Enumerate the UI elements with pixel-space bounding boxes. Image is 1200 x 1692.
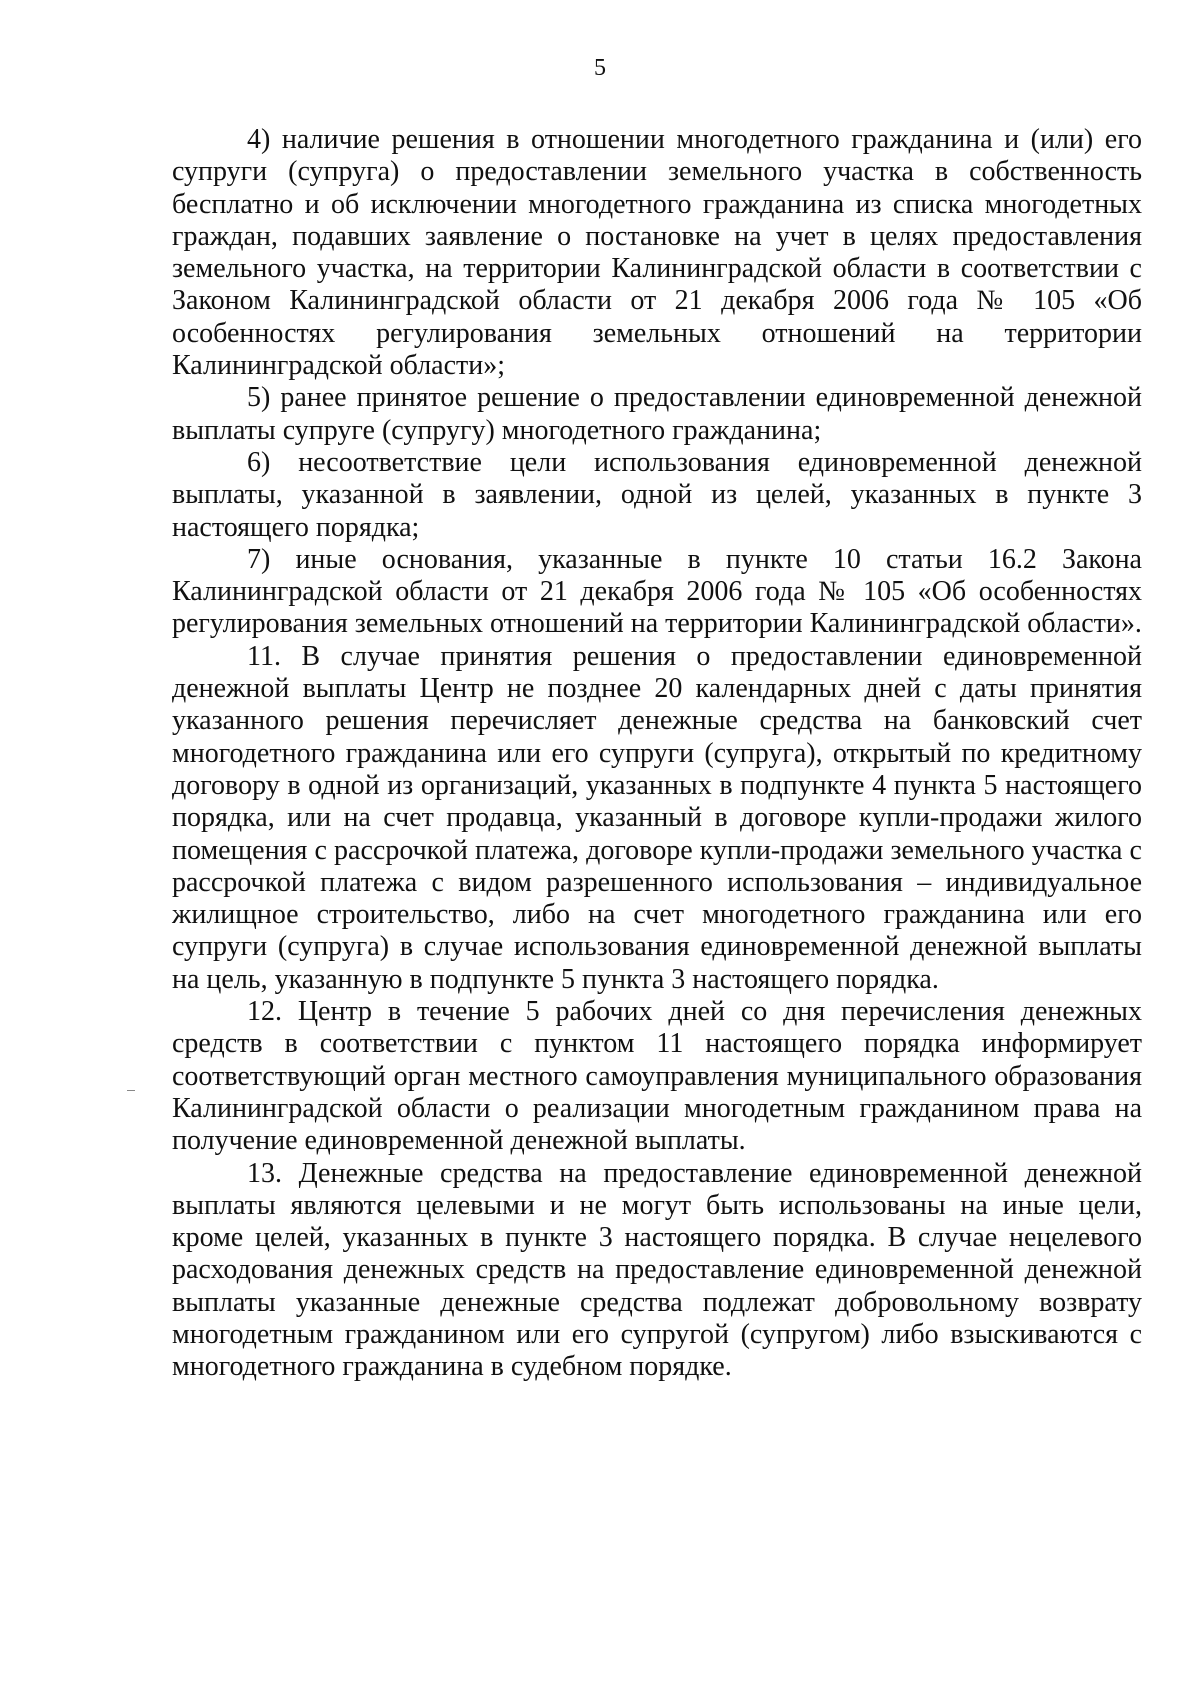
margin-scan-mark [127,1090,135,1091]
paragraph-item-5: 5) ранее принятое решение о предоставлении единовременной денежной выплаты супруге (супругу) многодетного гражданина; [172,382,1142,446]
paragraph-clause-12: 12. Центр в течение 5 рабочих дней со дня перечисления денежных средств в соответствии с пунктом 11 настоящего порядка информирует соответствующий орган местного самоуправления муниципального образования Калининградской области о реализации многодетным гражданином права на получение единовременной денежной выплаты. [172,996,1142,1157]
paragraph-item-6: 6) несоответствие цели использования единовременной денежной выплаты, указанной в заявлении, одной из целей, указанных в пункте 3 настоящего порядка; [172,446,1142,543]
paragraph-item-7: 7) иные основания, указанные в пункте 10 статьи 16.2 Закона Калининградской области от 21 декабря 2006 года № 105 «Об особенностях регулирования земельных отношений на территории Калининградской области». [172,543,1142,640]
paragraph-clause-13: 13. Денежные средства на предоставление единовременной денежной выплаты являются целевыми и не могут быть использованы на иные цели, кроме целей, указанных в пункте 3 настоящего порядка. В случае нецелевого расходования денежных средств на предоставление единовременной денежной выплаты указанные денежные средства подлежат добровольному возврату многодетным гражданином или его супругой (супругом) либо взыскиваются с многодетного гражданина в судебном порядке. [172,1157,1142,1383]
page-number: 5 [594,55,606,81]
document-body [172,124,1142,1384]
paragraph-item-4: 4) наличие решения в отношении многодетного гражданина и (или) его супруги (супруга) о предоставлении земельного участка в собственность бесплатно и об исключении многодетного гражданина из списка многодетных граждан, подавших заявление о постановке на учет в целях предоставления земельного участка, на территории Калининградской области в соответствии с Законом Калининградской области от 21 декабря 2006 года № 105 «Об особенностях регулирования земельных отношений на территории Калининградской области»; [172,124,1142,382]
paragraph-clause-11: 11. В случае принятия решения о предоставлении единовременной денежной выплаты Центр не позднее 20 календарных дней с даты принятия указанного решения перечисляет денежные средства на банковский счет многодетного гражданина или его супруги (супруга), открытый по кредитному договору в одной из организаций, указанных в подпункте 4 пункта 5 настоящего порядка, или на счет продавца, указанный в договоре купли-продажи жилого помещения с рассрочкой платежа, договоре купли-продажи земельного участка с рассрочкой платежа с видом разрешенного использования – индивидуальное жилищное строительство, либо на счет многодетного гражданина или его супруги (супруга) в случае использования единовременной денежной выплаты на цель, указанную в подпункте 5 пункта 3 настоящего порядка. [172,640,1142,995]
